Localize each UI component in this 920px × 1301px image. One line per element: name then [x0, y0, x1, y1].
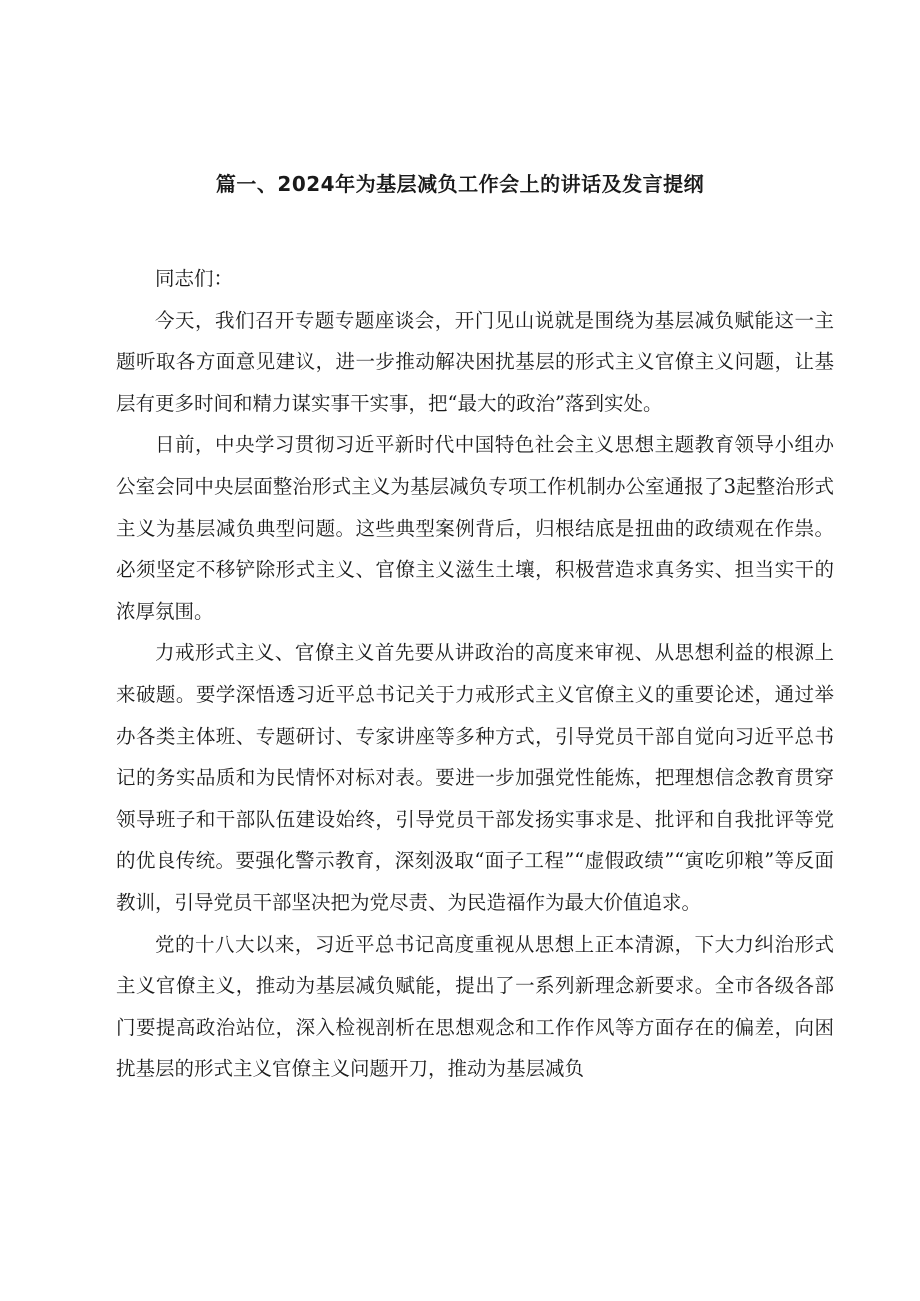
document-body [116, 258, 834, 1090]
body-paragraph: 力戒形式主义、官僚主义首先要从讲政治的高度来审视、从思想利益的根源上来破题。要学深悟透习近平总书记关于力戒形式主义官僚主义的重要论述，通过举办各类主体班、专题研讨、专家讲座等多种方式，引导党员干部自觉向习近平总书记的务实品质和为民情怀对标对表。要进一步加强党性能炼，把理想信念教育贯穿领导班子和干部队伍建设始终，引导党员干部发扬实事求是、批评和自我批评等党的优良传统。要强化警示教育，深刻汲取“面子工程”“虚假政绩”“寅吃卯粮”等反面教训，引导党员干部坚决把为党尽责、为民造福作为最大价值追求。 [116, 641, 834, 914]
body-paragraph: 今天，我们召开专题专题座谈会，开门见山说就是围绕为基层减负赋能这一主题听取各方面意见建议，进一步推动解决困扰基层的形式主义官僚主义问题，让基层有更多时间和精力谋实事干实事，把“最大的政治”落到实处。 [116, 308, 834, 415]
document-title: 篇一、2024年为基层减负工作会上的讲话及发言提纲 [215, 172, 705, 196]
body-paragraph: 日前，中央学习贯彻习近平新时代中国特色社会主义思想主题教育领导小组办公室会同中央层面整治形式主义为基层减负专项工作机制办公室通报了3起整治形式主义为基层减负典型问题。这些典型案例背后，归根结底是扭曲的政绩观在作祟。必须坚定不移铲除形式主义、官僚主义滋生土壤，积极营造求真务实、担当实干的浓厚氛围。 [116, 433, 834, 623]
salutation-paragraph: 同志们： [155, 267, 234, 290]
body-paragraph: 党的十八大以来，习近平总书记高度重视从思想上正本清源，下大力纠治形式主义官僚主义，推动为基层减负赋能，提出了一系列新理念新要求。全市各级各部门要提高政治站位，深入检视剖析在思想观念和工作作风等方面存在的偏差，向困扰基层的形式主义官僚主义问题开刀，推动为基层减负 [116, 932, 834, 1081]
